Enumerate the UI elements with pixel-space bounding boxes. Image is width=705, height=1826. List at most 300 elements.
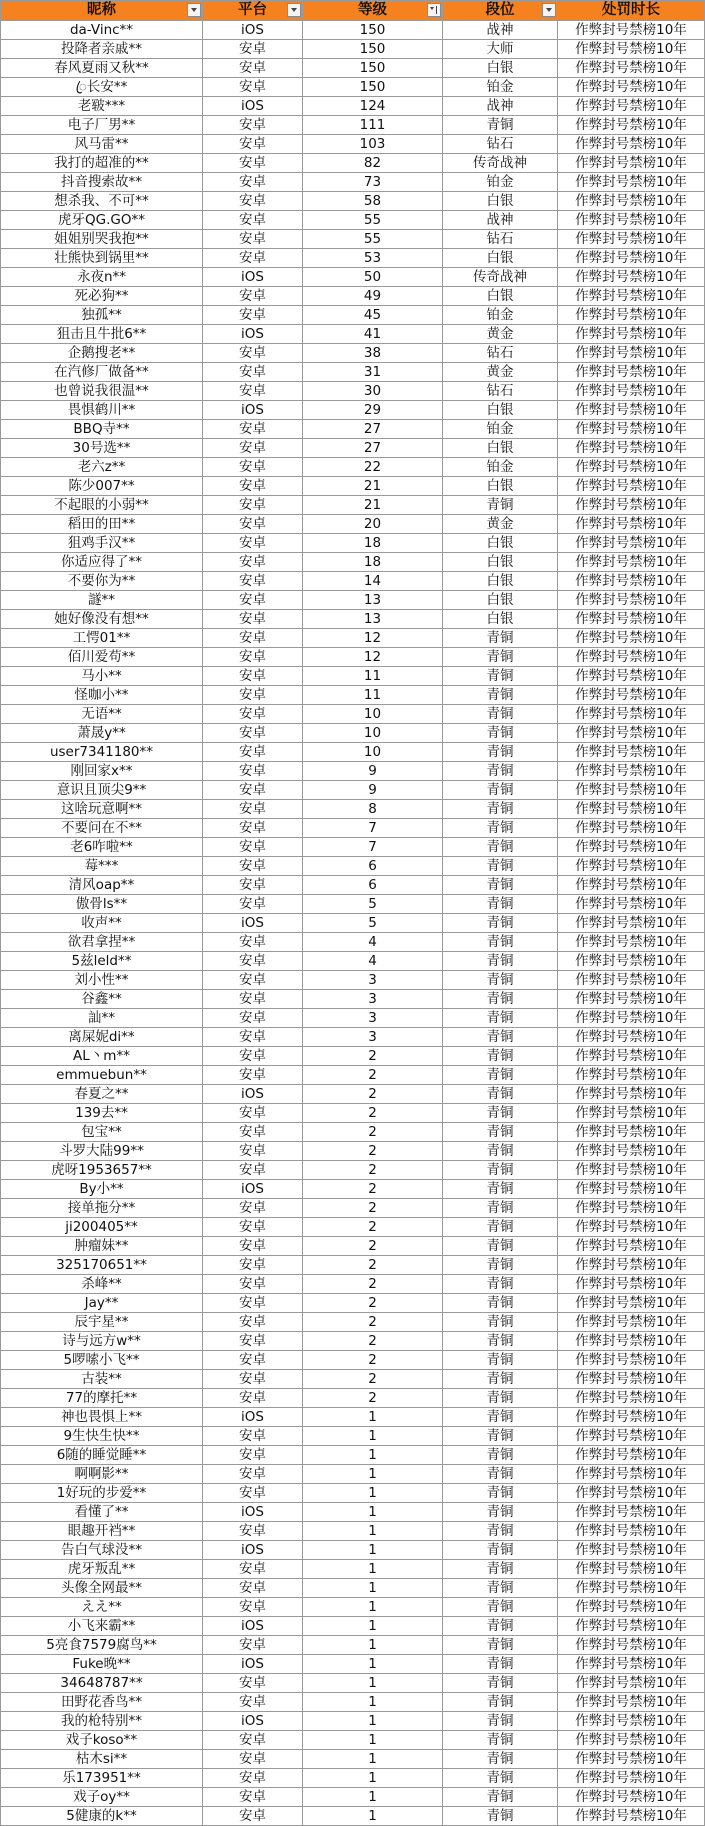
cell-nickname[interactable]: 稻田的田** [1,515,203,534]
cell-platform[interactable]: 安卓 [203,1674,303,1693]
cell-nickname[interactable]: 莓*** [1,857,203,876]
cell-platform[interactable]: iOS [203,1180,303,1199]
cell-nickname[interactable]: AL丶m** [1,1047,203,1066]
cell-level[interactable]: 8 [303,800,443,819]
cell-rank[interactable]: 白银 [443,287,558,306]
cell-level[interactable]: 1 [303,1788,443,1807]
cell-penalty[interactable]: 作弊封号禁榜10年 [558,21,705,40]
cell-platform[interactable]: 安卓 [203,1009,303,1028]
cell-platform[interactable]: 安卓 [203,591,303,610]
cell-penalty[interactable]: 作弊封号禁榜10年 [558,1104,705,1123]
filter-dropdown-icon[interactable] [287,3,301,17]
cell-rank[interactable]: 传奇战神 [443,154,558,173]
cell-level[interactable]: 6 [303,857,443,876]
cell-penalty[interactable]: 作弊封号禁榜10年 [558,1598,705,1617]
cell-platform[interactable]: 安卓 [203,306,303,325]
cell-rank[interactable]: 青铜 [443,1408,558,1427]
cell-level[interactable]: 2 [303,1142,443,1161]
cell-nickname[interactable]: 老6咋啦** [1,838,203,857]
cell-rank[interactable]: 青铜 [443,1218,558,1237]
cell-level[interactable]: 55 [303,230,443,249]
cell-nickname[interactable]: 包宝** [1,1123,203,1142]
cell-platform[interactable]: iOS [203,1712,303,1731]
cell-level[interactable]: 29 [303,401,443,420]
cell-level[interactable]: 22 [303,458,443,477]
cell-level[interactable]: 5 [303,895,443,914]
cell-penalty[interactable]: 作弊封号禁榜10年 [558,306,705,325]
cell-nickname[interactable]: ji200405** [1,1218,203,1237]
cell-rank[interactable]: 青铜 [443,1313,558,1332]
cell-penalty[interactable]: 作弊封号禁榜10年 [558,762,705,781]
cell-rank[interactable]: 青铜 [443,895,558,914]
cell-platform[interactable]: 安卓 [203,192,303,211]
cell-nickname[interactable]: 工愕01** [1,629,203,648]
cell-platform[interactable]: iOS [203,325,303,344]
cell-rank[interactable]: 青铜 [443,705,558,724]
cell-rank[interactable]: 青铜 [443,1370,558,1389]
cell-rank[interactable]: 铂金 [443,173,558,192]
cell-nickname[interactable]: 诗与远方w** [1,1332,203,1351]
cell-level[interactable]: 2 [303,1313,443,1332]
cell-penalty[interactable]: 作弊封号禁榜10年 [558,1427,705,1446]
cell-platform[interactable]: 安卓 [203,1028,303,1047]
cell-nickname[interactable]: 接单拖分** [1,1199,203,1218]
cell-nickname[interactable]: user7341180** [1,743,203,762]
cell-platform[interactable]: 安卓 [203,895,303,914]
filter-dropdown-icon[interactable] [542,3,556,17]
cell-platform[interactable]: 安卓 [203,59,303,78]
cell-nickname[interactable]: 古装** [1,1370,203,1389]
cell-nickname[interactable]: 无语** [1,705,203,724]
cell-level[interactable]: 1 [303,1617,443,1636]
cell-platform[interactable]: 安卓 [203,1446,303,1465]
cell-rank[interactable]: 铂金 [443,420,558,439]
cell-penalty[interactable]: 作弊封号禁榜10年 [558,420,705,439]
cell-nickname[interactable]: 戏子oy** [1,1788,203,1807]
cell-nickname[interactable]: 狙鸡手汉** [1,534,203,553]
cell-nickname[interactable]: 虎呀1953657** [1,1161,203,1180]
cell-level[interactable]: 58 [303,192,443,211]
cell-level[interactable]: 3 [303,1009,443,1028]
cell-rank[interactable]: 青铜 [443,857,558,876]
cell-platform[interactable]: 安卓 [203,1579,303,1598]
cell-rank[interactable]: 铂金 [443,306,558,325]
cell-rank[interactable]: 青铜 [443,724,558,743]
cell-nickname[interactable]: 投降者亲戚** [1,40,203,59]
cell-penalty[interactable]: 作弊封号禁榜10年 [558,1142,705,1161]
cell-nickname[interactable]: 虎牙叛乱** [1,1560,203,1579]
cell-nickname[interactable]: 谷鑫** [1,990,203,1009]
cell-nickname[interactable]: 姐姐别哭我抱** [1,230,203,249]
cell-platform[interactable]: 安卓 [203,1161,303,1180]
cell-penalty[interactable]: 作弊封号禁榜10年 [558,1180,705,1199]
cell-nickname[interactable]: 畏惧鹤川** [1,401,203,420]
cell-level[interactable]: 1 [303,1560,443,1579]
cell-platform[interactable]: 安卓 [203,173,303,192]
cell-rank[interactable]: 青铜 [443,1180,558,1199]
cell-nickname[interactable]: 譢** [1,591,203,610]
cell-nickname[interactable]: da-Vinc** [1,21,203,40]
cell-platform[interactable]: iOS [203,914,303,933]
cell-penalty[interactable]: 作弊封号禁榜10年 [558,401,705,420]
cell-level[interactable]: 1 [303,1769,443,1788]
cell-rank[interactable]: 白银 [443,59,558,78]
cell-level[interactable]: 12 [303,648,443,667]
cell-rank[interactable]: 青铜 [443,1199,558,1218]
cell-nickname[interactable]: 想杀我、不可** [1,192,203,211]
cell-platform[interactable]: 安卓 [203,800,303,819]
cell-level[interactable]: 6 [303,876,443,895]
cell-penalty[interactable]: 作弊封号禁榜10年 [558,1237,705,1256]
cell-penalty[interactable]: 作弊封号禁榜10年 [558,610,705,629]
cell-nickname[interactable]: 不起眼的小弱** [1,496,203,515]
cell-penalty[interactable]: 作弊封号禁榜10年 [558,553,705,572]
cell-rank[interactable]: 青铜 [443,1693,558,1712]
cell-level[interactable]: 3 [303,990,443,1009]
cell-level[interactable]: 111 [303,116,443,135]
cell-platform[interactable]: 安卓 [203,990,303,1009]
cell-platform[interactable]: 安卓 [203,857,303,876]
cell-platform[interactable]: 安卓 [203,154,303,173]
cell-platform[interactable]: 安卓 [203,1788,303,1807]
cell-penalty[interactable]: 作弊封号禁榜10年 [558,819,705,838]
cell-rank[interactable]: 大师 [443,40,558,59]
cell-penalty[interactable]: 作弊封号禁榜10年 [558,40,705,59]
filter-dropdown-icon[interactable] [187,3,201,17]
cell-penalty[interactable]: 作弊封号禁榜10年 [558,1674,705,1693]
cell-rank[interactable]: 青铜 [443,686,558,705]
cell-platform[interactable]: 安卓 [203,553,303,572]
cell-nickname[interactable]: 不要你为** [1,572,203,591]
cell-platform[interactable]: 安卓 [203,496,303,515]
cell-penalty[interactable]: 作弊封号禁榜10年 [558,990,705,1009]
cell-platform[interactable]: 安卓 [203,534,303,553]
cell-platform[interactable]: 安卓 [203,1047,303,1066]
cell-level[interactable]: 150 [303,40,443,59]
cell-rank[interactable]: 青铜 [443,1503,558,1522]
cell-penalty[interactable]: 作弊封号禁榜10年 [558,1408,705,1427]
cell-nickname[interactable]: 离屎妮di** [1,1028,203,1047]
cell-level[interactable]: 18 [303,534,443,553]
cell-platform[interactable]: 安卓 [203,1807,303,1826]
cell-nickname[interactable]: 傲骨ls** [1,895,203,914]
cell-rank[interactable]: 青铜 [443,1636,558,1655]
cell-rank[interactable]: 青铜 [443,1427,558,1446]
cell-nickname[interactable]: 9生快生快** [1,1427,203,1446]
cell-platform[interactable]: 安卓 [203,1275,303,1294]
cell-platform[interactable]: 安卓 [203,952,303,971]
cell-platform[interactable]: iOS [203,1655,303,1674]
cell-platform[interactable]: 安卓 [203,477,303,496]
cell-nickname[interactable]: 刚回家x** [1,762,203,781]
cell-platform[interactable]: iOS [203,1408,303,1427]
cell-penalty[interactable]: 作弊封号禁榜10年 [558,1484,705,1503]
cell-rank[interactable]: 铂金 [443,458,558,477]
cell-platform[interactable]: iOS [203,21,303,40]
cell-level[interactable]: 53 [303,249,443,268]
cell-platform[interactable]: 安卓 [203,1256,303,1275]
cell-level[interactable]: 13 [303,591,443,610]
cell-nickname[interactable]: Jay** [1,1294,203,1313]
cell-nickname[interactable]: 6随的睡觉睡** [1,1446,203,1465]
cell-nickname[interactable]: 告白气球没** [1,1541,203,1560]
cell-level[interactable]: 2 [303,1275,443,1294]
cell-platform[interactable]: 安卓 [203,838,303,857]
cell-rank[interactable]: 青铜 [443,1066,558,1085]
cell-level[interactable]: 1 [303,1807,443,1826]
cell-penalty[interactable]: 作弊封号禁榜10年 [558,1712,705,1731]
cell-nickname[interactable]: 肿瘤妹** [1,1237,203,1256]
cell-rank[interactable]: 青铜 [443,762,558,781]
cell-penalty[interactable]: 作弊封号禁榜10年 [558,1617,705,1636]
cell-platform[interactable]: 安卓 [203,78,303,97]
cell-level[interactable]: 7 [303,819,443,838]
cell-nickname[interactable]: 枯木si** [1,1750,203,1769]
cell-rank[interactable]: 黄金 [443,515,558,534]
cell-nickname[interactable]: emmuebun** [1,1066,203,1085]
cell-rank[interactable]: 青铜 [443,914,558,933]
cell-nickname[interactable]: 头像全网最** [1,1579,203,1598]
cell-nickname[interactable]: 刘小性** [1,971,203,990]
cell-rank[interactable]: 青铜 [443,1579,558,1598]
cell-platform[interactable]: 安卓 [203,1522,303,1541]
cell-level[interactable]: 9 [303,781,443,800]
cell-platform[interactable]: 安卓 [203,211,303,230]
cell-platform[interactable]: 安卓 [203,382,303,401]
cell-level[interactable]: 2 [303,1351,443,1370]
cell-rank[interactable]: 青铜 [443,781,558,800]
cell-platform[interactable]: 安卓 [203,933,303,952]
cell-platform[interactable]: 安卓 [203,1237,303,1256]
cell-level[interactable]: 20 [303,515,443,534]
cell-rank[interactable]: 青铜 [443,990,558,1009]
cell-rank[interactable]: 青铜 [443,1446,558,1465]
cell-penalty[interactable]: 作弊封号禁榜10年 [558,743,705,762]
cell-penalty[interactable]: 作弊封号禁榜10年 [558,59,705,78]
cell-level[interactable]: 4 [303,933,443,952]
cell-rank[interactable]: 青铜 [443,1541,558,1560]
cell-penalty[interactable]: 作弊封号禁榜10年 [558,1085,705,1104]
cell-penalty[interactable]: 作弊封号禁榜10年 [558,78,705,97]
cell-penalty[interactable]: 作弊封号禁榜10年 [558,1807,705,1826]
cell-level[interactable]: 38 [303,344,443,363]
cell-rank[interactable]: 青铜 [443,838,558,857]
cell-penalty[interactable]: 作弊封号禁榜10年 [558,876,705,895]
cell-level[interactable]: 9 [303,762,443,781]
cell-level[interactable]: 12 [303,629,443,648]
cell-rank[interactable]: 传奇战神 [443,268,558,287]
cell-rank[interactable]: 黄金 [443,325,558,344]
cell-level[interactable]: 2 [303,1123,443,1142]
cell-nickname[interactable]: 30号选** [1,439,203,458]
cell-nickname[interactable]: 电子厂男** [1,116,203,135]
cell-penalty[interactable]: 作弊封号禁榜10年 [558,439,705,458]
cell-level[interactable]: 3 [303,1028,443,1047]
cell-rank[interactable]: 青铜 [443,1351,558,1370]
cell-penalty[interactable]: 作弊封号禁榜10年 [558,1123,705,1142]
cell-level[interactable]: 4 [303,952,443,971]
cell-platform[interactable]: 安卓 [203,116,303,135]
cell-nickname[interactable]: 5亮食7579腐鸟** [1,1636,203,1655]
cell-level[interactable]: 1 [303,1636,443,1655]
cell-rank[interactable]: 钻石 [443,230,558,249]
cell-level[interactable]: 1 [303,1655,443,1674]
cell-penalty[interactable]: 作弊封号禁榜10年 [558,724,705,743]
cell-level[interactable]: 2 [303,1104,443,1123]
cell-penalty[interactable]: 作弊封号禁榜10年 [558,1541,705,1560]
cell-level[interactable]: 1 [303,1579,443,1598]
cell-platform[interactable]: 安卓 [203,515,303,534]
cell-nickname[interactable]: 田野花香鸟** [1,1693,203,1712]
cell-nickname[interactable]: 斗罗大陆99** [1,1142,203,1161]
cell-nickname[interactable]: 萧晟y** [1,724,203,743]
cell-penalty[interactable]: 作弊封号禁榜10年 [558,1655,705,1674]
cell-penalty[interactable]: 作弊封号禁榜10年 [558,211,705,230]
cell-platform[interactable]: 安卓 [203,1142,303,1161]
cell-nickname[interactable]: 乐173951** [1,1769,203,1788]
cell-penalty[interactable]: 作弊封号禁榜10年 [558,781,705,800]
cell-platform[interactable]: 安卓 [203,724,303,743]
cell-penalty[interactable]: 作弊封号禁榜10年 [558,230,705,249]
cell-level[interactable]: 5 [303,914,443,933]
cell-rank[interactable]: 青铜 [443,1655,558,1674]
cell-level[interactable]: 7 [303,838,443,857]
cell-platform[interactable]: 安卓 [203,572,303,591]
cell-level[interactable]: 1 [303,1731,443,1750]
cell-platform[interactable]: 安卓 [203,1218,303,1237]
cell-rank[interactable]: 青铜 [443,1142,558,1161]
cell-level[interactable]: 1 [303,1598,443,1617]
cell-rank[interactable]: 青铜 [443,1009,558,1028]
cell-platform[interactable]: 安卓 [203,1294,303,1313]
cell-rank[interactable]: 青铜 [443,971,558,990]
cell-platform[interactable]: 安卓 [203,876,303,895]
cell-penalty[interactable]: 作弊封号禁榜10年 [558,1351,705,1370]
cell-level[interactable]: 2 [303,1256,443,1275]
cell-rank[interactable]: 钻石 [443,382,558,401]
cell-rank[interactable]: 白银 [443,249,558,268]
cell-rank[interactable]: 青铜 [443,629,558,648]
cell-penalty[interactable]: 作弊封号禁榜10年 [558,1066,705,1085]
cell-rank[interactable]: 青铜 [443,1465,558,1484]
cell-platform[interactable]: 安卓 [203,363,303,382]
cell-level[interactable]: 50 [303,268,443,287]
cell-level[interactable]: 31 [303,363,443,382]
cell-nickname[interactable]: 戏子koso** [1,1731,203,1750]
cell-penalty[interactable]: 作弊封号禁榜10年 [558,914,705,933]
cell-rank[interactable]: 青铜 [443,1769,558,1788]
cell-penalty[interactable]: 作弊封号禁榜10年 [558,496,705,515]
cell-level[interactable]: 1 [303,1503,443,1522]
cell-level[interactable]: 2 [303,1218,443,1237]
cell-penalty[interactable]: 作弊封号禁榜10年 [558,515,705,534]
cell-penalty[interactable]: 作弊封号禁榜10年 [558,1009,705,1028]
cell-nickname[interactable]: 怪咖小** [1,686,203,705]
cell-level[interactable]: 2 [303,1066,443,1085]
sort-descending-icon[interactable] [427,3,441,17]
cell-rank[interactable]: 青铜 [443,800,558,819]
cell-platform[interactable]: 安卓 [203,1123,303,1142]
cell-nickname[interactable]: Fuke晚** [1,1655,203,1674]
cell-nickname[interactable]: 325170651** [1,1256,203,1275]
cell-penalty[interactable]: 作弊封号禁榜10年 [558,344,705,363]
cell-rank[interactable]: 青铜 [443,1598,558,1617]
cell-level[interactable]: 10 [303,724,443,743]
cell-level[interactable]: 2 [303,1085,443,1104]
cell-level[interactable]: 1 [303,1674,443,1693]
cell-rank[interactable]: 白银 [443,477,558,496]
cell-platform[interactable]: 安卓 [203,1598,303,1617]
cell-platform[interactable]: 安卓 [203,743,303,762]
cell-penalty[interactable]: 作弊封号禁榜10年 [558,933,705,952]
cell-rank[interactable]: 白银 [443,591,558,610]
cell-level[interactable]: 1 [303,1541,443,1560]
cell-penalty[interactable]: 作弊封号禁榜10年 [558,648,705,667]
cell-nickname[interactable]: 春风夏雨又秋** [1,59,203,78]
cell-rank[interactable]: 青铜 [443,1617,558,1636]
cell-penalty[interactable]: 作弊封号禁榜10年 [558,477,705,496]
cell-penalty[interactable]: 作弊封号禁榜10年 [558,686,705,705]
cell-nickname[interactable]: 神也畏惧上** [1,1408,203,1427]
cell-penalty[interactable]: 作弊封号禁榜10年 [558,1636,705,1655]
cell-nickname[interactable]: 欲君拿捏** [1,933,203,952]
cell-nickname[interactable]: 眼趣开裆** [1,1522,203,1541]
cell-penalty[interactable]: 作弊封号禁榜10年 [558,1256,705,1275]
cell-penalty[interactable]: 作弊封号禁榜10年 [558,1731,705,1750]
cell-penalty[interactable]: 作弊封号禁榜10年 [558,1693,705,1712]
cell-penalty[interactable]: 作弊封号禁榜10年 [558,1579,705,1598]
cell-nickname[interactable]: 不要问在不** [1,819,203,838]
cell-penalty[interactable]: 作弊封号禁榜10年 [558,591,705,610]
cell-penalty[interactable]: 作弊封号禁榜10年 [558,1028,705,1047]
cell-rank[interactable]: 青铜 [443,1674,558,1693]
cell-rank[interactable]: 青铜 [443,1750,558,1769]
cell-nickname[interactable]: 77的摩托** [1,1389,203,1408]
cell-penalty[interactable]: 作弊封号禁榜10年 [558,1294,705,1313]
cell-rank[interactable]: 青铜 [443,1332,558,1351]
cell-nickname[interactable]: 她好像没有想** [1,610,203,629]
cell-penalty[interactable]: 作弊封号禁榜10年 [558,667,705,686]
cell-platform[interactable]: 安卓 [203,458,303,477]
cell-nickname[interactable]: 139去** [1,1104,203,1123]
cell-penalty[interactable]: 作弊封号禁榜10年 [558,1218,705,1237]
cell-penalty[interactable]: 作弊封号禁榜10年 [558,268,705,287]
cell-platform[interactable]: 安卓 [203,249,303,268]
cell-nickname[interactable]: 34648787** [1,1674,203,1693]
cell-level[interactable]: 2 [303,1332,443,1351]
cell-penalty[interactable]: 作弊封号禁榜10年 [558,97,705,116]
cell-penalty[interactable]: 作弊封号禁榜10年 [558,971,705,990]
cell-penalty[interactable]: 作弊封号禁榜10年 [558,1769,705,1788]
cell-penalty[interactable]: 作弊封号禁榜10年 [558,857,705,876]
cell-platform[interactable]: 安卓 [203,1693,303,1712]
cell-rank[interactable]: 青铜 [443,1104,558,1123]
cell-platform[interactable]: 安卓 [203,1389,303,1408]
cell-level[interactable]: 150 [303,59,443,78]
cell-penalty[interactable]: 作弊封号禁榜10年 [558,154,705,173]
cell-level[interactable]: 18 [303,553,443,572]
cell-nickname[interactable]: 也曾说我很温** [1,382,203,401]
cell-nickname[interactable]: 独孤** [1,306,203,325]
cell-level[interactable]: 1 [303,1446,443,1465]
cell-nickname[interactable]: 企鹅搜老** [1,344,203,363]
cell-rank[interactable]: 战神 [443,211,558,230]
cell-penalty[interactable]: 作弊封号禁榜10年 [558,173,705,192]
cell-nickname[interactable]: 看懂了** [1,1503,203,1522]
cell-nickname[interactable]: 5啰嗦小飞** [1,1351,203,1370]
cell-platform[interactable]: iOS [203,268,303,287]
cell-level[interactable]: 2 [303,1237,443,1256]
